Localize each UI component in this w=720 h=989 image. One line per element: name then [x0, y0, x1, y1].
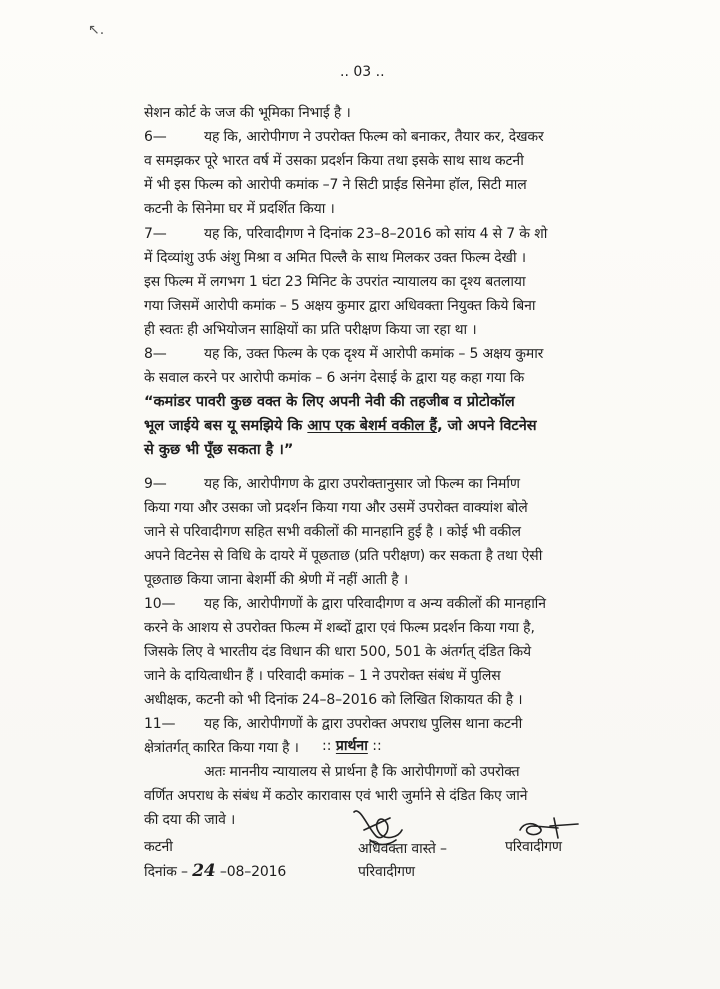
text-line: वर्णित अपराध के संबंध में कठोर कारावास एवं भारी जुर्माने से दंडित किए जाने: [144, 788, 528, 804]
paragraph-9: 9— यह कि, आरोपीगण के द्वारा उपरोक्तानुसार जो फिल्म का निर्माण: [144, 476, 520, 492]
para-number: 7—: [144, 226, 167, 242]
underlined-quote: आप एक बेशर्म वकील हैं: [307, 418, 438, 434]
text-line: जाने के दायित्वाधीन हैं । परिवादी कमांक – 1 ने उपरोक्त संबंध में पुलिस: [144, 668, 501, 684]
text-line: कटनी के सिनेमा घर में प्रदर्शित किया ।: [144, 201, 335, 217]
para-number: 8—: [144, 346, 167, 362]
paragraph-11: 11— यह कि, आरोपीगणों के द्वारा उपरोक्त अपराध पुलिस थाना कटनी: [144, 716, 523, 732]
text-line: क्षेत्रांतर्गत् कारित किया गया है ।: [144, 740, 299, 756]
text-line: अधीक्षक, कटनी को भी दिनांक 24–8–2016 को लिखित शिकायत की है ।: [144, 692, 523, 708]
handwritten-date: 24: [192, 861, 216, 881]
text-line: में भी इस फिल्म को आरोपी कमांक –7 ने सिटी प्राईड सिनेमा हॉल, सिटी माल: [144, 177, 527, 193]
text-line: की दया की जावे ।: [144, 812, 236, 828]
text-line: पूछताछ किया जाना बेशर्मी की श्रेणी में नहीं आती है ।: [144, 572, 408, 588]
text-line: जिसके लिए वे भारतीय दंड विधान की धारा 500, 501 के अंतर्गत् दंडित किये: [144, 644, 531, 660]
text-line: अपने विटनेस से विधि के दायरे में पूछताछ (प्रति परीक्षण) कर सकता है तथा ऐसी: [144, 548, 543, 564]
text-line: इस फिल्म में लगभग 1 घंटा 23 मिनिट के उपरांत न्यायालय का दृश्य बतलाया: [144, 274, 526, 290]
quote-line: “कमांडर पावरी कुछ वक्त के लिए अपनी नेवी की तहजीब व प्रोटोकॉल: [144, 394, 515, 410]
text-line: गया जिसमें आरोपी कमांक – 5 अक्षय कुमार द्वारा अधिवक्ता नियुक्त किये बिना: [144, 298, 536, 314]
para-number: 10—: [144, 596, 176, 612]
text-line: व समझकर पूरे भारत वर्ष में उसका प्रदर्शन किया तथा इसके साथ साथ कटनी: [144, 153, 524, 169]
text-line: में दिव्यांशु उर्फ अंशु मिश्रा व अमित पिल्लै के साथ मिलकर उक्त फिल्म देखी ।: [144, 250, 526, 266]
prayer-heading: :: प्रार्थना ::: [322, 738, 382, 754]
paragraph-6: 6— यह कि, आरोपीगण ने उपरोक्त फिल्म को बनाकर, तैयार कर, देखकर: [144, 129, 544, 145]
para-number: 11—: [144, 716, 176, 732]
paragraph-10: 10— यह कि, आरोपीगणों के द्वारा परिवादीगण व अन्य वकीलों की मानहानि: [144, 596, 546, 612]
advocate-label: अधिवक्ता वास्ते –: [358, 841, 447, 857]
para-number: 9—: [144, 476, 167, 492]
complainant-signature: [514, 812, 586, 842]
complainant-label: परिवादीगण: [505, 839, 562, 855]
text-line: जाने से परिवादीगण सहित सभी वकीलों की मानहानि हुई है । कोई भी वकील: [144, 524, 521, 540]
para-number: 6—: [144, 129, 167, 145]
advocate-party: परिवादीगण: [358, 864, 415, 880]
page-number: .. 03 ..: [340, 64, 385, 80]
advocate-signature: [346, 800, 416, 856]
text-line: के सवाल करने पर आरोपी कमांक – 6 अनंग देसाई के द्वारा यह कहा गया कि: [144, 370, 525, 386]
text-line: करने के आशय से उपरोक्त फिल्म में शब्दों द्वारा एवं फिल्म प्रदर्शन किया गया है,: [144, 620, 535, 636]
quote-line: भूल जाईये बस यू समझिये कि आप एक बेशर्म वकील हैं, जो अपने विटनेस: [144, 418, 537, 434]
date-line: दिनांक – 24 –08–2016: [144, 861, 287, 881]
document-page: ↖. .. 03 .. सेशन कोर्ट के जज की भूमिका निभाई है । 6— यह कि, आरोपीगण ने उपरोक्त फिल्म को बनाकर, तैयार कर, देखकर व समझकर पूरे भारत वर्ष में उसका प्रदर्शन किया तथा इसके साथ साथ कटनी में भी इस फिल्म को आरोपी कमांक –7 ने सिटी प्राईड सिनेमा हॉल, सिटी माल कटनी के सिनेमा घर में प्रदर्शित किया । 7— यह कि, परिवादीगण ने दिनांक 23–8–2016 को सांय 4 से 7 के शो में दिव्यांशु उर्फ अंशु मिश्रा व अमित पिल्लै के साथ मिलकर उक्त फिल्म देखी । इस फिल्म में लगभग 1 घंटा 23 मिनिट के उपरांत न्यायालय का दृश्य बतलाया गया जिसमें आरोपी कमांक – 5 अक्षय कुमार द्वारा अधिवक्ता नियुक्त किये बिना ही स्वतः ही अभियोजन साक्षियों का प्रति परीक्षण किया जा रहा था । 8— यह कि, उक्त फिल्म के एक दृश्य में आरोपी कमांक – 5 अक्षय कुमार के सवाल करने पर आरोपी कमांक – 6 अनंग देसाई के द्वारा यह कहा गया कि “कमांडर पावरी कुछ वक्त के लिए अपनी नेवी की तहजीब व प्रोटोकॉल भूल जाईये बस यू समझिये कि आप एक बेशर्म वकील हैं, जो अपने विटनेस से कुछ भी पूँछ सकता है ।” 9— यह कि, आरोपीगण के द्वारा उपरोक्तानुसार जो फिल्म का निर्माण किया गया और उसका जो प्रदर्शन किया गया और उसमें उपरोक्त वाक्यांश बोले जाने से परिवादीगण सहित सभी वकीलों की मानहानि हुई है । कोई भी वकील अपने विटनेस से विधि के दायरे में पूछताछ (प्रति परीक्षण) कर सकता है तथा ऐसी पूछताछ किया जाना बेशर्मी की श्रेणी में नहीं आती है । 10— यह कि, आरोपीगणों के द्वारा परिवादीगण व अन्य वकीलों की मानहानि करने के आशय से उपरोक्त फिल्म में शब्दों द्वारा एवं फिल्म प्रदर्शन किया गया है, जिसके लिए वे भारतीय दंड विधान की धारा 500, 501 के अंतर्गत् दंडित किये जाने के दायित्वाधीन हैं । परिवादी कमांक – 1 ने उपरोक्त संबंध में पुलिस अधीक्षक, कटनी को भी दिनांक 24–8–2016 को लिखित शिकायत की है । 11— यह कि, आरोपीगणों के द्वारा उपरोक्त अपराध पुलिस थाना कटनी क्षेत्रांतर्गत् कारित किया गया है । :: प्रार्थना :: अतः माननीय न्यायालय से प्रार्थना है कि आरोपीगणों को उपरोक्त वर्णित अपराध के संबंध में कठोर कारावास एवं भारी जुर्माने से दंडित किए जाने की दया की जावे । कटनी दिनांक – 24 –08–2016 अधिवक्ता वास्ते – परिवादीगण परिवादीगण: [0, 0, 720, 989]
text-line: किया गया और उसका जो प्रदर्शन किया गया और उसमें उपरोक्त वाक्यांश बोले: [144, 500, 528, 516]
paragraph-8: 8— यह कि, उक्त फिल्म के एक दृश्य में आरोपी कमांक – 5 अक्षय कुमार: [144, 346, 544, 362]
place: कटनी: [144, 839, 173, 855]
text-line: सेशन कोर्ट के जज की भूमिका निभाई है ।: [144, 105, 351, 121]
text-line: ही स्वतः ही अभियोजन साक्षियों का प्रति परीक्षण किया जा रहा था ।: [144, 322, 477, 338]
corner-mark: ↖.: [88, 22, 105, 38]
paragraph-7: 7— यह कि, परिवादीगण ने दिनांक 23–8–2016 को सांय 4 से 7 के शो: [144, 226, 548, 242]
quote-line: से कुछ भी पूँछ सकता है ।”: [144, 442, 294, 458]
